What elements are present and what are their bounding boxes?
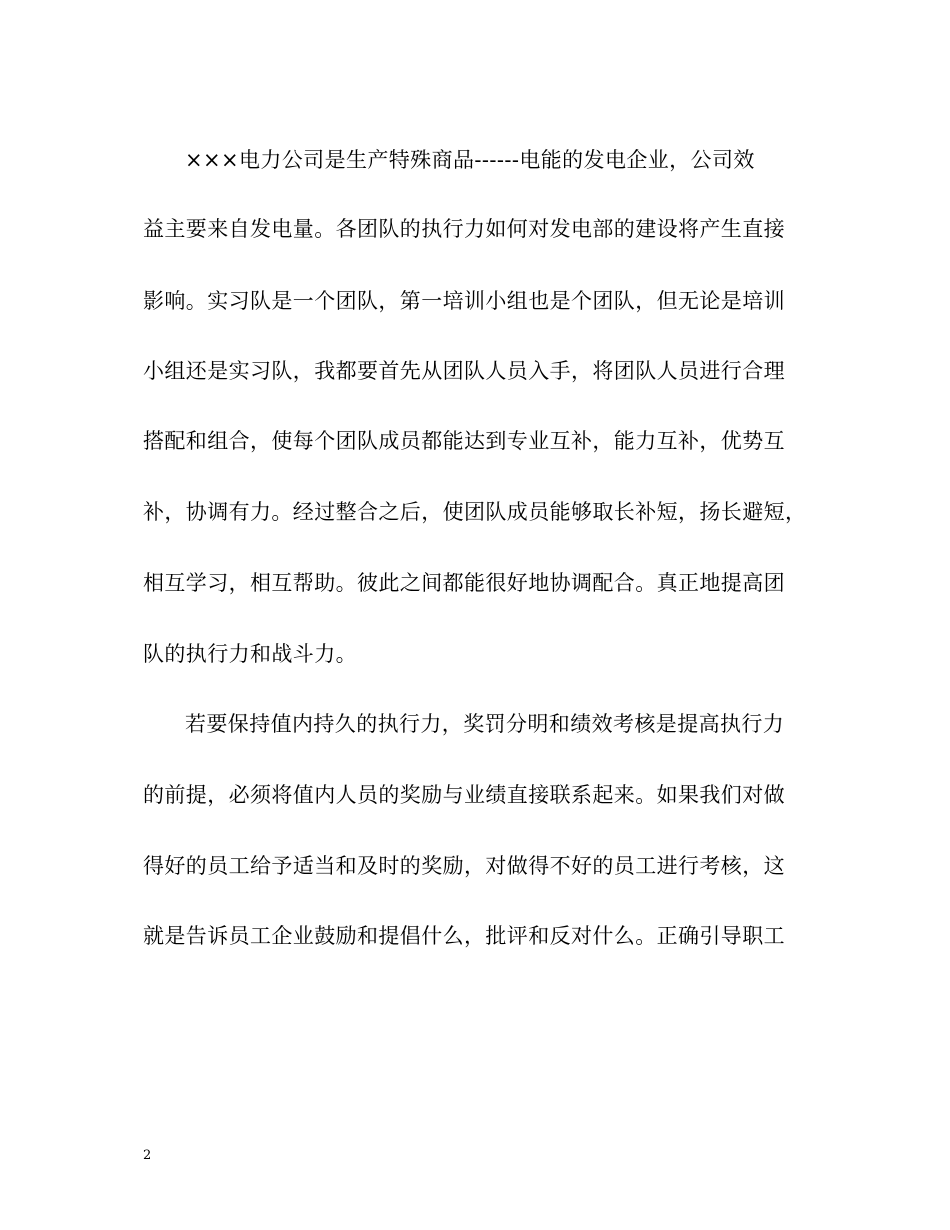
- paragraph-1-line-2: 益主要来自发电量。各团队的执行力如何对发电部的建设将产生直接: [143, 217, 785, 241]
- paragraph-1-line-1: ×××电力公司是生产特殊商品------电能的发电企业，公司效: [185, 148, 755, 172]
- paragraph-1-line-3: 影响。实习队是一个团队，第一培训小组也是个团队，但无论是培训: [143, 289, 785, 313]
- paragraph-1-line-4: 小组还是实习队，我都要首先从团队人员入手，将团队人员进行合理: [143, 359, 785, 383]
- page-number: 2: [143, 1148, 152, 1163]
- paragraph-1-line-8: 队的执行力和战斗力。: [143, 642, 357, 666]
- paragraph-2-line-3: 得好的员工给予适当和及时的奖励，对做得不好的员工进行考核，这: [143, 854, 785, 878]
- paragraph-2-line-2: 的前提，必须将值内人员的奖励与业绩直接联系起来。如果我们对做: [143, 783, 785, 807]
- paragraph-2-line-1: 若要保持值内持久的执行力，奖罚分明和绩效考核是提高执行力: [185, 712, 785, 736]
- paragraph-1-line-6: 补，协调有力。经过整合之后，使团队成员能够取长补短，扬长避短，: [143, 500, 807, 524]
- paragraph-2-line-4: 就是告诉员工企业鼓励和提倡什么，批评和反对什么。正确引导职工: [143, 924, 785, 948]
- paragraph-1-line-7: 相互学习，相互帮助。彼此之间都能很好地协调配合。真正地提高团: [143, 571, 785, 595]
- paragraph-1-line-5: 搭配和组合，使每个团队成员都能达到专业互补，能力互补，优势互: [143, 429, 785, 453]
